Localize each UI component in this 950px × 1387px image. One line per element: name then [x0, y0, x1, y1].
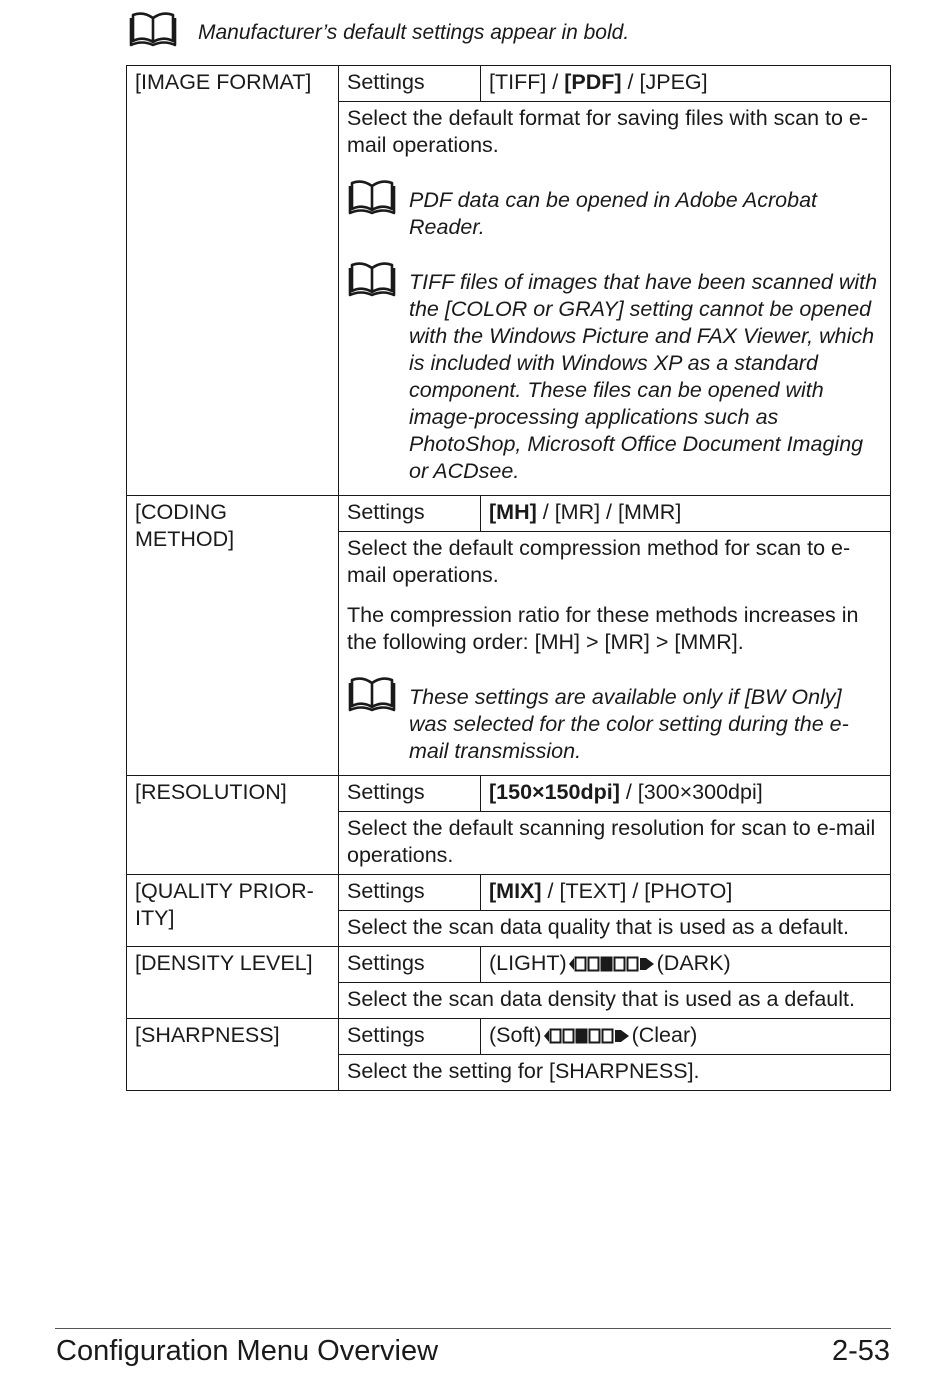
sharpness-scale-icon [543, 1027, 631, 1045]
option: [TIFF] [489, 70, 547, 94]
setting-options-density-level [481, 947, 891, 983]
separator: / [621, 70, 640, 94]
default-option: [MH] [489, 500, 537, 524]
option: [MR] [554, 500, 601, 524]
setting-name-sharpness: [SHARPNESS] [127, 1019, 339, 1091]
option: [MMR] [618, 500, 682, 524]
settings-label: Settings [339, 496, 481, 532]
settings-label: Settings [339, 947, 481, 983]
setting-options-image-format [481, 66, 891, 102]
table-row [127, 496, 891, 532]
setting-name-quality-priority: [QUALITY PRIOR-ITY] [127, 875, 339, 947]
setting-name-coding-method: [CODING METHOD] [127, 496, 339, 776]
setting-options-sharpness [481, 1019, 891, 1055]
separator: / [536, 500, 555, 524]
separator: / [619, 780, 638, 804]
table-row [127, 776, 891, 812]
scale-right-label: (Clear) [631, 1023, 698, 1047]
book-icon [347, 261, 397, 299]
description-text: Select the default compression method for scan to e-mail operations. [347, 536, 851, 587]
option: [JPEG] [639, 70, 708, 94]
density-scale-icon [568, 955, 656, 973]
setting-description-resolution: Select the default scanning resolution for scan to e-mail operations. [339, 812, 891, 875]
table-row [127, 875, 891, 911]
default-option: [150×150dpi] [489, 780, 620, 804]
scale-left-label: (Soft) [489, 1023, 542, 1047]
note-text: TIFF files of images that have been scanned with the [COLOR or GRAY] setting cannot be opened with the Windows Picture and FAX Viewer, which is included with Windows XP as a standard component. These files can be opened with image-processing applications such as PhotoShop, Microsoft Office Document Imaging or ACDsee. [409, 270, 878, 483]
option: [TEXT] [559, 879, 627, 903]
book-icon [128, 11, 178, 49]
separator: / [626, 879, 645, 903]
note [347, 177, 883, 241]
settings-label: Settings [339, 66, 481, 102]
setting-description-density-level: Select the scan data density that is used as a default. [339, 983, 891, 1019]
note [347, 674, 883, 765]
header-note [128, 10, 629, 50]
separator: / [541, 879, 560, 903]
note [347, 259, 883, 485]
settings-table [126, 65, 891, 1091]
setting-options-coding-method [481, 496, 891, 532]
table-row [127, 947, 891, 983]
option: [300×300dpi] [637, 780, 763, 804]
settings-label: Settings [339, 875, 481, 911]
description-text: Select the default format for saving files with scan to e-mail operations. [347, 106, 869, 157]
settings-label: Settings [339, 1019, 481, 1055]
table-row [127, 66, 891, 102]
option: [PHOTO] [644, 879, 733, 903]
setting-name-resolution: [RESOLUTION] [127, 776, 339, 875]
scale-right-label: (DARK) [656, 951, 731, 975]
setting-options-resolution [481, 776, 891, 812]
setting-options-quality-priority [481, 875, 891, 911]
setting-description-image-format [339, 102, 891, 496]
default-option: [PDF] [564, 70, 622, 94]
page-number: 2-53 [831, 1335, 890, 1367]
separator: / [600, 500, 618, 524]
note-text: These settings are available only if [BW Only] was selected for the color setting during the e-mail transmission. [409, 685, 849, 763]
setting-description-coding-method [339, 532, 891, 776]
setting-name-image-format: [IMAGE FORMAT] [127, 66, 339, 496]
header-note-text: Manufacturer’s default settings appear in bold. [198, 21, 630, 44]
separator: / [546, 70, 565, 94]
footer-title: Configuration Menu Overview [56, 1335, 439, 1367]
setting-description-sharpness: Select the setting for [SHARPNESS]. [339, 1055, 891, 1091]
description-text: The compression ratio for these methods increases in the following order: [MH] > [MR] > [MMR]. [347, 603, 859, 654]
default-option: [MIX] [489, 879, 542, 903]
settings-label: Settings [339, 776, 481, 812]
scale-left-label: (LIGHT) [489, 951, 567, 975]
book-icon [347, 676, 397, 714]
note-text: PDF data can be opened in Adobe Acrobat Reader. [409, 188, 817, 239]
table-row [127, 1019, 891, 1055]
footer-divider [55, 1328, 891, 1329]
setting-name-density-level: [DENSITY LEVEL] [127, 947, 339, 1019]
setting-description-quality-priority: Select the scan data quality that is used as a default. [339, 911, 891, 947]
book-icon [347, 179, 397, 217]
